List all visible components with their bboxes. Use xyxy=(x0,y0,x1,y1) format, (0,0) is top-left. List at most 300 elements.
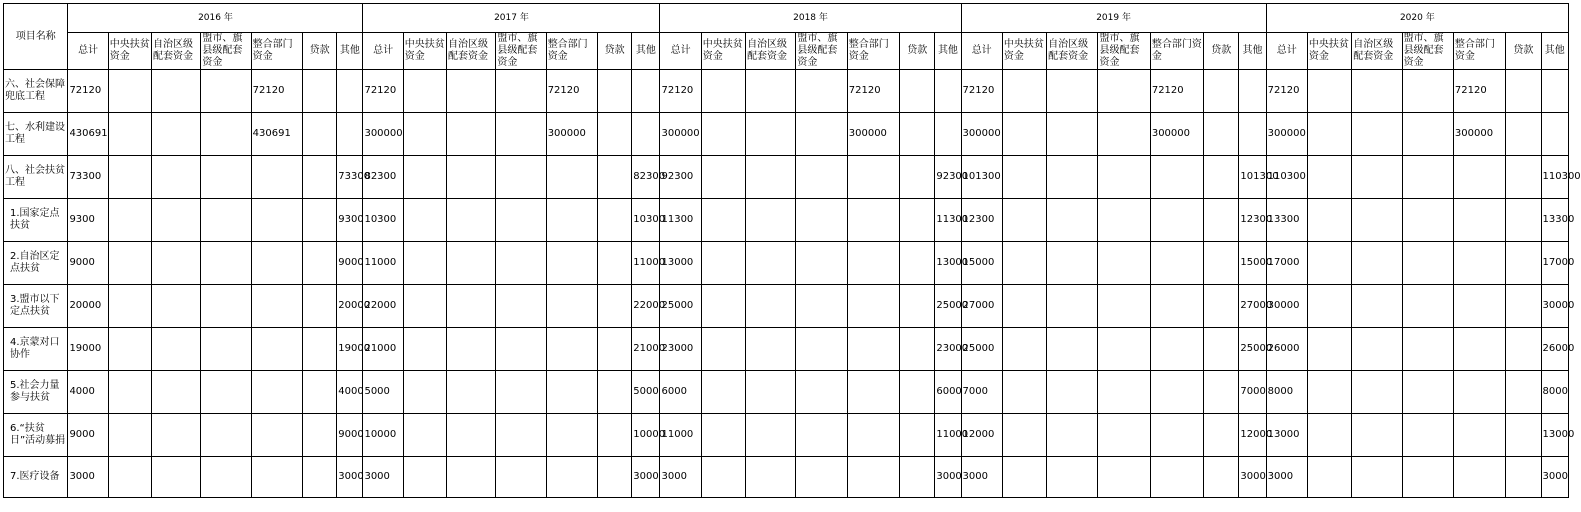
table-cell xyxy=(1002,285,1046,328)
table-cell: 73300 xyxy=(68,156,108,199)
table-cell xyxy=(701,199,745,242)
table-cell xyxy=(546,414,597,457)
table-cell xyxy=(201,70,251,113)
table-cell: 3000 xyxy=(68,457,108,498)
table-cell xyxy=(1402,328,1453,371)
table-cell xyxy=(546,457,597,498)
table-cell xyxy=(496,328,546,371)
table-cell xyxy=(108,70,151,113)
table-cell xyxy=(447,199,496,242)
column-header: 其他 xyxy=(337,33,363,70)
table-cell xyxy=(1453,242,1505,285)
table-cell xyxy=(796,70,847,113)
table-cell xyxy=(1204,371,1239,414)
table-cell: 12000 xyxy=(961,414,1002,457)
table-cell xyxy=(1002,156,1046,199)
column-header: 其他 xyxy=(1239,33,1266,70)
table-cell: 82300 xyxy=(363,156,403,199)
table-row xyxy=(4,285,1569,328)
table-cell xyxy=(847,285,899,328)
table-cell xyxy=(598,113,632,156)
table-cell xyxy=(1098,328,1150,371)
table-cell xyxy=(847,457,899,498)
table-cell: 13000 xyxy=(1541,414,1569,457)
table-cell xyxy=(447,70,496,113)
column-header: 整合部门资金 xyxy=(546,33,597,70)
table-row xyxy=(4,156,1569,199)
column-header: 总计 xyxy=(1266,33,1307,70)
table-cell: 72120 xyxy=(363,70,403,113)
table-cell xyxy=(701,457,745,498)
table-cell: 72120 xyxy=(68,70,108,113)
table-cell xyxy=(201,113,251,156)
table-cell xyxy=(900,285,935,328)
table-cell xyxy=(1098,199,1150,242)
table-cell xyxy=(632,70,660,113)
table-cell xyxy=(546,242,597,285)
column-header: 其他 xyxy=(935,33,961,70)
table-cell: 9000 xyxy=(68,242,108,285)
table-cell xyxy=(201,328,251,371)
column-header: 中央扶贫资金 xyxy=(1307,33,1351,70)
table-cell: 13300 xyxy=(1541,199,1569,242)
table-cell xyxy=(1506,457,1541,498)
row-label: 六、社会保障兜底工程 xyxy=(4,70,68,113)
table-cell xyxy=(598,328,632,371)
table-cell xyxy=(1307,242,1351,285)
table-cell xyxy=(201,371,251,414)
table-cell xyxy=(403,457,446,498)
table-cell: 300000 xyxy=(660,113,701,156)
row-label: 八、社会扶贫工程 xyxy=(4,156,68,199)
table-cell: 21000 xyxy=(632,328,660,371)
table-cell xyxy=(1150,199,1203,242)
table-cell: 20000 xyxy=(337,285,363,328)
column-header: 整合部门资金 xyxy=(847,33,899,70)
column-header: 总计 xyxy=(660,33,701,70)
table-cell xyxy=(152,328,201,371)
table-cell xyxy=(496,414,546,457)
table-cell xyxy=(1047,70,1098,113)
table-cell: 25000 xyxy=(961,328,1002,371)
table-cell xyxy=(337,113,363,156)
table-cell xyxy=(303,285,337,328)
table-cell xyxy=(251,242,302,285)
column-header: 贷款 xyxy=(900,33,935,70)
table-cell xyxy=(1047,328,1098,371)
table-cell xyxy=(1002,371,1046,414)
table-cell xyxy=(900,328,935,371)
table-cell xyxy=(847,199,899,242)
table-cell xyxy=(1352,70,1402,113)
table-cell: 72120 xyxy=(1453,70,1505,113)
table-cell xyxy=(152,414,201,457)
table-row xyxy=(4,328,1569,371)
column-header: 自治区级配套资金 xyxy=(447,33,496,70)
table-cell xyxy=(1239,70,1266,113)
table-cell: 22000 xyxy=(632,285,660,328)
table-cell: 300000 xyxy=(961,113,1002,156)
table-cell xyxy=(1204,156,1239,199)
table-cell xyxy=(1352,285,1402,328)
column-header: 其他 xyxy=(632,33,660,70)
table-cell xyxy=(1307,371,1351,414)
table-cell: 7000 xyxy=(961,371,1002,414)
table-cell xyxy=(1047,156,1098,199)
table-cell xyxy=(1453,285,1505,328)
year-header: 2016 年 xyxy=(68,4,363,33)
table-body xyxy=(4,70,1581,498)
table-cell: 19000 xyxy=(337,328,363,371)
table-cell xyxy=(847,328,899,371)
table-cell xyxy=(598,70,632,113)
table-cell: 17000 xyxy=(1266,242,1307,285)
column-header: 自治区级配套资金 xyxy=(1047,33,1098,70)
table-cell xyxy=(1506,113,1541,156)
table-cell xyxy=(1047,113,1098,156)
table-cell xyxy=(1352,328,1402,371)
table-cell: 6000 xyxy=(660,371,701,414)
table-cell xyxy=(1002,70,1046,113)
table-cell: 23000 xyxy=(660,328,701,371)
table-cell: 11000 xyxy=(632,242,660,285)
table-cell: 9000 xyxy=(68,414,108,457)
table-cell xyxy=(701,328,745,371)
table-cell xyxy=(796,199,847,242)
year-header-row xyxy=(4,4,1569,33)
table-cell xyxy=(546,285,597,328)
table-cell xyxy=(847,156,899,199)
table-cell xyxy=(108,371,151,414)
table-cell xyxy=(1506,70,1541,113)
table-cell xyxy=(152,285,201,328)
table-cell xyxy=(303,242,337,285)
table-cell xyxy=(152,371,201,414)
table-cell xyxy=(496,457,546,498)
table-cell xyxy=(1453,199,1505,242)
table-cell xyxy=(701,285,745,328)
table-cell xyxy=(935,113,961,156)
table-cell xyxy=(1352,113,1402,156)
table-cell xyxy=(1453,371,1505,414)
table-cell xyxy=(251,285,302,328)
table-cell xyxy=(701,70,745,113)
table-cell: 3000 xyxy=(935,457,961,498)
table-cell xyxy=(1002,242,1046,285)
table-cell xyxy=(1307,285,1351,328)
table-cell xyxy=(1307,457,1351,498)
table-cell xyxy=(900,414,935,457)
table-cell xyxy=(1204,414,1239,457)
table-cell xyxy=(847,414,899,457)
table-cell xyxy=(496,70,546,113)
table-cell: 21000 xyxy=(363,328,403,371)
table-cell: 101300 xyxy=(1239,156,1266,199)
table-cell xyxy=(1047,414,1098,457)
table-cell xyxy=(796,371,847,414)
table-cell xyxy=(403,328,446,371)
row-label: 3.盟市以下定点扶贫 xyxy=(4,285,68,328)
table-cell xyxy=(1204,199,1239,242)
table-cell: 72120 xyxy=(660,70,701,113)
table-cell: 12300 xyxy=(961,199,1002,242)
table-cell: 11000 xyxy=(660,414,701,457)
table-cell xyxy=(447,457,496,498)
table-cell xyxy=(1150,285,1203,328)
table-cell xyxy=(1352,457,1402,498)
table-cell xyxy=(746,156,796,199)
table-cell xyxy=(496,371,546,414)
table-cell xyxy=(1506,328,1541,371)
table-cell: 26000 xyxy=(1541,328,1569,371)
table-cell: 25000 xyxy=(660,285,701,328)
table-cell: 3000 xyxy=(363,457,403,498)
column-header: 中央扶贫资金 xyxy=(108,33,151,70)
table-cell xyxy=(1402,371,1453,414)
table-cell xyxy=(546,328,597,371)
table-cell: 3000 xyxy=(1239,457,1266,498)
table-cell xyxy=(152,199,201,242)
table-cell: 27000 xyxy=(961,285,1002,328)
column-header: 贷款 xyxy=(598,33,632,70)
table-row xyxy=(4,414,1569,457)
table-cell: 4000 xyxy=(68,371,108,414)
table-cell: 27000 xyxy=(1239,285,1266,328)
column-header: 盟市、旗县级配套资金 xyxy=(1098,33,1150,70)
table-cell: 5000 xyxy=(632,371,660,414)
table-cell xyxy=(1204,328,1239,371)
table-cell xyxy=(251,156,302,199)
table-cell xyxy=(447,242,496,285)
table-cell xyxy=(108,199,151,242)
table-cell xyxy=(152,457,201,498)
table-cell xyxy=(108,156,151,199)
row-label: 1.国家定点扶贫 xyxy=(4,199,68,242)
table-cell: 3000 xyxy=(337,457,363,498)
table-cell xyxy=(1150,328,1203,371)
table-cell xyxy=(1002,199,1046,242)
table-cell xyxy=(303,113,337,156)
table-cell: 13000 xyxy=(935,242,961,285)
sub-header-row xyxy=(4,33,1569,70)
table-cell xyxy=(108,242,151,285)
table-cell xyxy=(1506,371,1541,414)
table-cell xyxy=(152,156,201,199)
table-cell: 3000 xyxy=(1266,457,1307,498)
year-header: 2019 年 xyxy=(961,4,1266,33)
column-header: 贷款 xyxy=(303,33,337,70)
table-cell: 12000 xyxy=(1239,414,1266,457)
table-cell xyxy=(546,156,597,199)
table-cell xyxy=(701,371,745,414)
table-cell xyxy=(1307,328,1351,371)
table-cell xyxy=(1307,70,1351,113)
column-header: 自治区级配套资金 xyxy=(746,33,796,70)
year-header: 2018 年 xyxy=(660,4,961,33)
table-cell: 101300 xyxy=(961,156,1002,199)
table-cell xyxy=(701,113,745,156)
table-cell: 20000 xyxy=(68,285,108,328)
table-row xyxy=(4,70,1569,113)
table-cell xyxy=(900,242,935,285)
table-cell xyxy=(746,70,796,113)
table-cell xyxy=(1150,242,1203,285)
row-label: 七、水利建设工程 xyxy=(4,113,68,156)
column-header: 自治区级配套资金 xyxy=(1352,33,1402,70)
table-cell xyxy=(900,199,935,242)
table-cell: 430691 xyxy=(68,113,108,156)
table-cell xyxy=(152,242,201,285)
table-cell: 4000 xyxy=(337,371,363,414)
table-cell xyxy=(598,414,632,457)
table-cell: 11000 xyxy=(935,414,961,457)
table-cell xyxy=(1047,457,1098,498)
table-cell xyxy=(201,199,251,242)
table-cell xyxy=(598,199,632,242)
table-cell xyxy=(1506,414,1541,457)
table-cell xyxy=(1541,70,1569,113)
project-name-header: 项目名称 xyxy=(4,4,68,70)
table-cell xyxy=(496,156,546,199)
table-cell xyxy=(1402,199,1453,242)
table-cell: 92300 xyxy=(660,156,701,199)
table-cell xyxy=(701,242,745,285)
funding-table xyxy=(3,3,1581,498)
table-cell xyxy=(546,199,597,242)
year-header: 2020 年 xyxy=(1266,4,1568,33)
column-header: 中央扶贫资金 xyxy=(403,33,446,70)
table-cell: 72120 xyxy=(1150,70,1203,113)
table-cell: 300000 xyxy=(1150,113,1203,156)
table-cell xyxy=(1002,457,1046,498)
column-header: 中央扶贫资金 xyxy=(1002,33,1046,70)
table-cell xyxy=(796,242,847,285)
table-cell xyxy=(496,113,546,156)
table-cell xyxy=(746,371,796,414)
table-cell: 10300 xyxy=(363,199,403,242)
table-cell: 11300 xyxy=(660,199,701,242)
table-cell xyxy=(1047,371,1098,414)
table-cell xyxy=(201,156,251,199)
table-cell: 72120 xyxy=(546,70,597,113)
table-cell xyxy=(746,328,796,371)
table-cell xyxy=(1204,113,1239,156)
table-cell xyxy=(1402,70,1453,113)
table-cell xyxy=(1453,328,1505,371)
table-cell xyxy=(251,328,302,371)
table-cell: 25000 xyxy=(935,285,961,328)
table-cell xyxy=(900,156,935,199)
table-cell xyxy=(496,199,546,242)
column-header: 总计 xyxy=(68,33,108,70)
column-header: 总计 xyxy=(961,33,1002,70)
table-cell xyxy=(1506,285,1541,328)
table-cell xyxy=(303,371,337,414)
table-cell xyxy=(632,113,660,156)
table-cell xyxy=(796,414,847,457)
table-cell xyxy=(251,199,302,242)
table-cell: 73300 xyxy=(337,156,363,199)
table-cell xyxy=(900,457,935,498)
table-cell xyxy=(303,70,337,113)
table-cell xyxy=(201,242,251,285)
table-cell xyxy=(796,156,847,199)
table-cell xyxy=(1098,285,1150,328)
table-cell: 92300 xyxy=(935,156,961,199)
table-cell xyxy=(337,70,363,113)
table-cell xyxy=(251,371,302,414)
table-cell xyxy=(447,371,496,414)
table-cell xyxy=(701,156,745,199)
table-cell xyxy=(1150,414,1203,457)
column-header: 盟市、旗县级配套资金 xyxy=(496,33,546,70)
table-cell xyxy=(1098,414,1150,457)
table-cell xyxy=(1402,156,1453,199)
column-header: 整合部门资金 xyxy=(251,33,302,70)
table-cell: 15000 xyxy=(961,242,1002,285)
table-cell xyxy=(403,242,446,285)
table-cell xyxy=(403,70,446,113)
table-row xyxy=(4,113,1569,156)
table-cell xyxy=(403,199,446,242)
table-row xyxy=(4,457,1569,498)
row-label: 7.医疗设备 xyxy=(4,457,68,498)
year-header: 2017 年 xyxy=(363,4,660,33)
table-cell: 3000 xyxy=(961,457,1002,498)
table-cell xyxy=(1352,371,1402,414)
row-label: 4.京蒙对口协作 xyxy=(4,328,68,371)
table-cell xyxy=(598,156,632,199)
table-cell xyxy=(303,328,337,371)
table-cell xyxy=(1047,242,1098,285)
table-cell: 3000 xyxy=(660,457,701,498)
table-cell: 6000 xyxy=(935,371,961,414)
table-cell xyxy=(900,113,935,156)
table-cell xyxy=(796,328,847,371)
table-cell: 26000 xyxy=(1266,328,1307,371)
table-cell: 110300 xyxy=(1541,156,1569,199)
table-cell: 110300 xyxy=(1266,156,1307,199)
table-cell: 11300 xyxy=(935,199,961,242)
table-cell: 72120 xyxy=(961,70,1002,113)
table-cell xyxy=(1352,156,1402,199)
column-header: 整合部门资金 xyxy=(1150,33,1203,70)
table-cell xyxy=(935,70,961,113)
table-cell xyxy=(1453,457,1505,498)
table-cell xyxy=(1402,285,1453,328)
table-cell xyxy=(1402,457,1453,498)
table-cell xyxy=(1150,156,1203,199)
row-label: 2.自治区定点扶贫 xyxy=(4,242,68,285)
table-cell xyxy=(403,285,446,328)
table-cell xyxy=(108,457,151,498)
table-cell: 10000 xyxy=(363,414,403,457)
table-cell xyxy=(496,285,546,328)
table-cell xyxy=(796,113,847,156)
table-cell xyxy=(1098,457,1150,498)
table-cell xyxy=(1204,457,1239,498)
table-cell: 9000 xyxy=(337,242,363,285)
table-cell xyxy=(447,414,496,457)
table-cell: 25000 xyxy=(1239,328,1266,371)
table-cell xyxy=(701,414,745,457)
table-cell xyxy=(303,156,337,199)
table-cell: 3000 xyxy=(1541,457,1569,498)
table-cell xyxy=(746,285,796,328)
table-cell xyxy=(598,457,632,498)
table-cell xyxy=(546,371,597,414)
table-cell: 9000 xyxy=(337,414,363,457)
